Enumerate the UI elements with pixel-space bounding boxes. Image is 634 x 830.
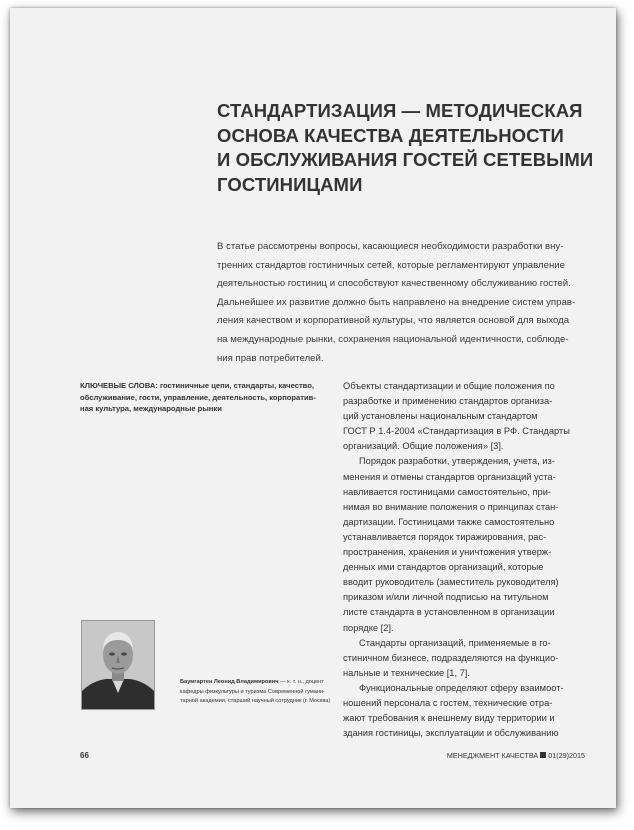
body-line: Стандарты организаций, применяемые в го-: [359, 637, 551, 648]
author-line: кафедры физкультуры и туризма Современной гумани-: [180, 688, 325, 695]
journal-footer: [447, 751, 585, 760]
author-name: Баумгартен Леонид Владимирович: [180, 679, 279, 685]
journal-page: [10, 8, 616, 808]
body-line: ций установлены национальным стандартом: [343, 411, 538, 422]
abstract-line: Дальнейшее их развитие должно быть направлено на внедрение систем управ-: [217, 296, 576, 308]
body-line: Объекты стандартизации и общие положения по: [343, 381, 555, 391]
body-line: листе стандарта в установленном в организации: [343, 607, 555, 618]
body-line: Функциональные определяют сферу взаимоот-: [359, 682, 564, 693]
body-line: нимая во внимание положения о принципах стан-: [343, 501, 559, 512]
journal-issue: 01(29)2015: [548, 751, 585, 760]
keywords-line: ная культура, международные рынки: [80, 404, 222, 413]
body-line: ГОСТ Р 1.4-2004 «Стандартизация в РФ. Стандарты: [343, 426, 570, 437]
abstract-line: ния прав потребителей.: [217, 352, 324, 364]
abstract-line: ления качеством и корпоративной культуры, что является основой для выхода: [217, 315, 570, 327]
article-body: [343, 379, 593, 741]
body-line: менения и отмены стандартов организаций уста-: [343, 471, 556, 482]
title-line: ГОСТИНИЦАМИ: [217, 173, 363, 195]
title-line: И ОБСЛУЖИВАНИЯ ГОСТЕЙ СЕТЕВЫМИ: [217, 149, 594, 170]
title-line: СТАНДАРТИЗАЦИЯ — МЕТОДИЧЕСКАЯ: [217, 100, 583, 121]
square-bullet-icon: [540, 752, 546, 758]
body-line: дартизации. Гостиницами также самостоятельно: [343, 516, 555, 527]
body-line: организаций. Общие положения» [3].: [343, 441, 504, 452]
author-info: [180, 678, 340, 707]
body-line: ношений персонала с гостем, технические отра-: [343, 697, 553, 708]
body-line: порядке [2].: [343, 622, 394, 633]
keywords-line: КЛЮЧЕВЫЕ СЛОВА: гостиничные цепи, стандарты, качество,: [80, 381, 314, 390]
title-line: ОСНОВА КАЧЕСТВА ДЕЯТЕЛЬНОСТИ: [217, 124, 564, 146]
body-line: нальные и технические [1, 7].: [343, 667, 470, 678]
article-abstract: [217, 238, 593, 368]
keywords-block: [80, 380, 340, 415]
author-line: тарной академии, старший научный сотрудник (г. Москва): [180, 698, 331, 705]
author-portrait-image: [82, 621, 154, 709]
body-line: разработке и применению стандартов организа-: [343, 396, 553, 407]
author-photo: [81, 620, 155, 710]
author-line: [180, 678, 340, 688]
abstract-line: на международные рынки, сохранения национальной идентичности, соблюде-: [217, 333, 569, 345]
body-line: здания гостиницы, эксплуатации и обслуживанию: [343, 728, 559, 739]
keywords-line: обслуживание, гости, управление, деятельность, корпоратив-: [80, 392, 316, 402]
body-line: навливается гостиницами самостоятельно, при-: [343, 486, 552, 497]
journal-name: МЕНЕДЖМЕНТ КАЧЕСТВА: [446, 751, 539, 760]
abstract-line: В статье рассмотрены вопросы, касающиеся необходимости разработки вну-: [217, 241, 564, 252]
author-credentials: — к. т. н., доцент: [278, 679, 324, 685]
body-line: стиничном бизнесе, подразделяются на функцио-: [343, 652, 559, 663]
body-line: вводит руководитель (заместитель руководителя): [343, 577, 559, 588]
body-line: Порядок разработки, утверждения, учета, из-: [359, 456, 555, 467]
body-line: жают требования к внешнему виду территории и: [343, 713, 555, 724]
page-number: 66: [80, 751, 89, 760]
body-line: денных ими стандартов организаций, которые: [343, 562, 544, 573]
abstract-line: тренних стандартов гостиничных сетей, которые регламентируют управление: [217, 259, 565, 271]
article-title: [217, 99, 594, 197]
body-line: пространения, хранения и уничтожения утверж-: [343, 547, 552, 558]
body-line: устанавливается порядок тиражирования, рас-: [343, 531, 547, 542]
body-line: приказом и/или личной подписью на титульном: [343, 592, 549, 603]
abstract-line: деятельностью гостиниц и способствуют качественному обслуживанию гостей.: [217, 278, 571, 290]
